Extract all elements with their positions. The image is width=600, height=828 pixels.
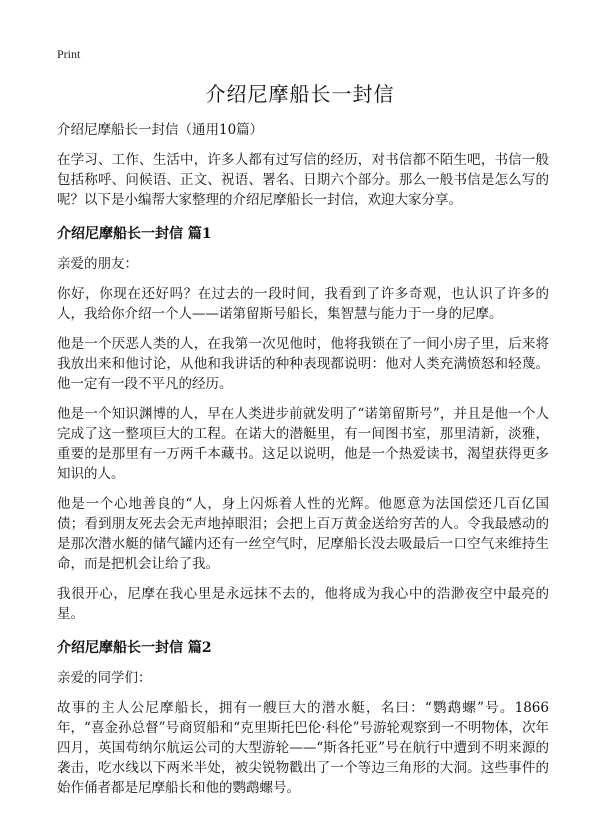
document-title: 介绍尼摩船长一封信	[205, 82, 395, 106]
body-paragraph: 他是一个厌恶人类的人，在我第一次见他时，他将我锁在了一间小房子里，后来将我放出来和他讨论，从他和我讲话的种种表现都说明：他对人类充满愤怒和轻蔑。他一定有一段不平凡的经历。	[57, 336, 549, 392]
section-heading-2: 介绍尼摩船长一封信 篇2	[57, 640, 212, 656]
document-subtitle: 介绍尼摩船长一封信（通用10篇）	[57, 122, 264, 138]
body-paragraph: 我很开心，尼摩在我心里是永远抹不去的，他将成为我心中的浩渺夜空中最亮的星。	[57, 586, 549, 622]
section-heading-1: 介绍尼摩船长一封信 篇1	[57, 226, 212, 242]
body-paragraph: 你好，你现在还好吗？在过去的一段时间，我看到了许多奇观，也认识了许多的人，我给你介绍一个人——诺第留斯号船长，集智慧与能力于一身的尼摩。	[57, 286, 549, 322]
body-paragraph: 他是一个知识渊博的人，早在人类进步前就发明了“诺第留斯号”，并且是他一个人完成了这一整项巨大的工程。在诺大的潜艇里，有一间图书室，那里清新，淡雅，重要的是那里有一万两千本藏书。这足以说明，他是一个热爱读书，渴望获得更多知识的人。	[57, 406, 549, 482]
print-link[interactable]: Print	[57, 47, 81, 61]
salutation: 亲爱的同学们：	[57, 670, 152, 686]
body-paragraph: 故事的主人公尼摩船长，拥有一艘巨大的潜水艇，名曰：“鹦鹉螺”号。1866年，“喜金孙总督”号商贸船和“克里斯托巴伦·科伦”号游轮观察到一不明物体，次年四月，英国苟纳尔航运公司的大型游轮——“斯各托亚”号在航行中遭到不明来源的袭击，吃水线以下两米半处，被尖锐物戳出了一个等边三角形的大洞。这些事件的始作俑者都是尼摩船长和他的鹦鹉螺号。	[57, 700, 549, 796]
document-body	[57, 120, 549, 808]
intro-paragraph: 在学习、工作、生活中，许多人都有过写信的经历，对书信都不陌生吧，书信一般包括称呼、问候语、正文、祝语、署名、日期六个部分。那么一般书信是怎么写的呢？以下是小编帮大家整理的介绍尼摩船长一封信，欢迎大家分享。	[57, 152, 549, 208]
salutation: 亲爱的朋友：	[57, 256, 138, 272]
body-paragraph: 他是一个心地善良的“人，身上闪烁着人性的光辉。他愿意为法国偿还几百亿国债；看到朋友死去会无声地掉眼泪；会把上百万黄金送给穷苦的人。令我最感动的是那次潜水艇的储气罐内还有一丝空气时，尼摩船长没去吸最后一口空气来维持生命，而是把机会让给了我。	[57, 496, 549, 572]
